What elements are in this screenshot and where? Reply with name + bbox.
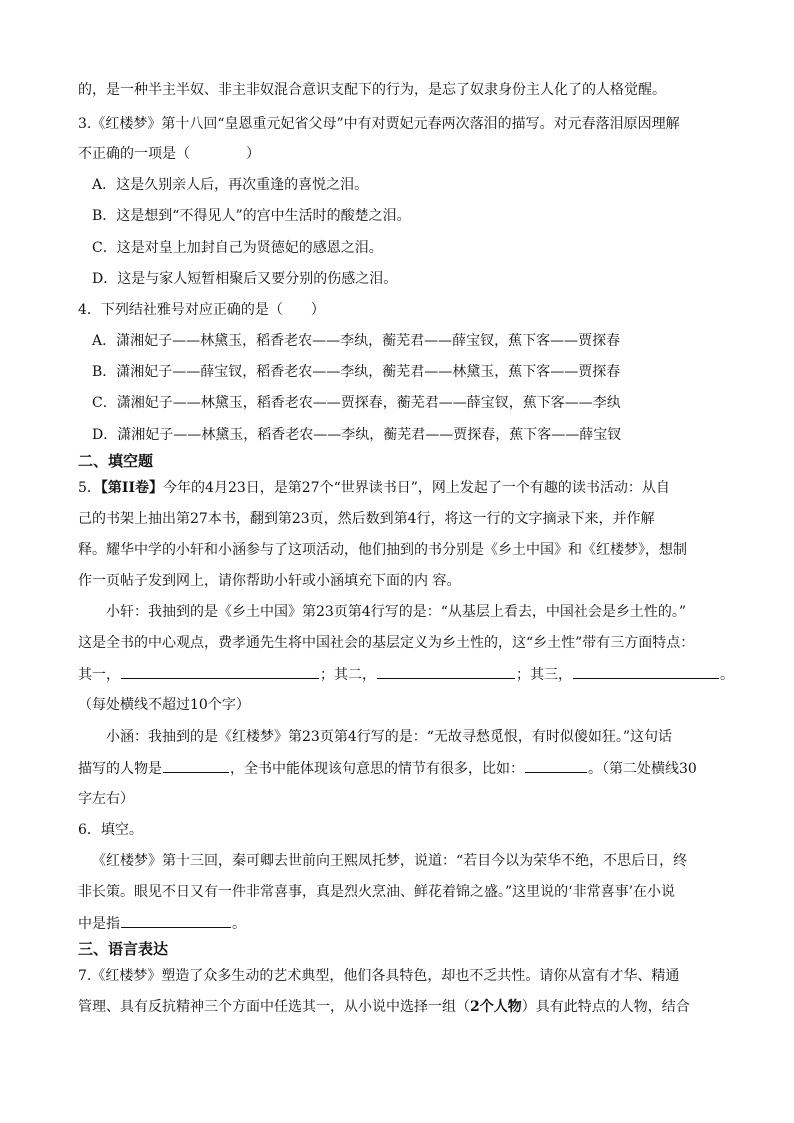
q4-option-c: C．潇湘妃子——林黛玉，稻香老农——贾探春，蘅芜君——薛宝钗，蕉下客——李纨 bbox=[92, 395, 621, 411]
blank2-label: ；其二， bbox=[320, 667, 376, 683]
trait-blank-1[interactable] bbox=[121, 664, 319, 679]
xiaohan-mid: ，全书中能体现该句意思的情节有很多，比如： bbox=[230, 761, 524, 777]
section-language-heading: 三、语言表达 bbox=[78, 940, 169, 958]
xiaoxuan-line1: 小轩：我抽到的是《乡土中国》第23页第4行写的是：“从基层上看去，中国社会是乡土性的。” bbox=[106, 604, 687, 620]
q6-line2: 非长策。眼见不日又有一件非常喜事，真是烈火烹油、鲜花着锦之盛。”这里说的‘非常喜事’在小说 bbox=[78, 884, 676, 900]
q7-line2-post: ）具有此特点的人物，结合 bbox=[521, 999, 690, 1015]
xiaoxuan-line2: 这是全书的中心观点，费孝通先生将中国社会的基层定义为乡土性的，这“乡土性”带有三方面特点： bbox=[78, 635, 695, 651]
blank1-label: 其一， bbox=[78, 667, 120, 683]
blank3-label: ；其三， bbox=[516, 667, 572, 683]
q6-line3 bbox=[78, 913, 246, 934]
q7-line1: 7.《红楼梦》塑造了众多生动的艺术典型，他们各具特色，却也不乏共性。请你从富有才华、精通 bbox=[78, 968, 680, 984]
q7-line2-pre: 管理、具有反抗精神三个方面中任选其一，从小说中选择一组（ bbox=[78, 999, 470, 1015]
q6-line3-pre: 中是指 bbox=[78, 916, 120, 932]
q5-line2: 己的书架上抽出第27本书，翻到第23页，然后数到第4行，将这一行的文字摘录下来，并作解 bbox=[78, 511, 655, 527]
xiaohan-line3: 字左右） bbox=[78, 791, 134, 807]
q3-stem-line1: 3.《红楼梦》第十八回“皇恩重元妃省父母”中有对贾妃元春两次落泪的描写。对元春落泪原因理解 bbox=[78, 116, 680, 132]
q4-option-a: A．潇湘妃子——林黛玉，稻香老农——李纨，蘅芜君——薛宝钗，蕉下客——贾探春 bbox=[92, 333, 621, 349]
q3-option-b: B．这是想到“不得见人”的宫中生活时的酸楚之泪。 bbox=[92, 208, 411, 224]
q5-tag: 【第II卷】 bbox=[100, 480, 164, 496]
trait-blank-3[interactable] bbox=[573, 664, 719, 679]
section-fill-in-heading: 二、填空题 bbox=[78, 452, 154, 470]
intro-tail: 的，是一种半主半奴、非主非奴混合意识支配下的行为，是忘了奴隶身份主人化了的人格觉醒。 bbox=[78, 82, 666, 98]
xiaohan-line1: 小涵：我抽到的是《红楼梦》第23页第4行写的是：“无故寻愁觅恨，有时似傻如狂。”这句话 bbox=[106, 729, 673, 745]
xiaohan-line2 bbox=[78, 758, 697, 779]
q3-stem-line2: 不正确的一项是（ ） bbox=[78, 146, 260, 162]
q4-option-b: B．潇湘妃子——薛宝钗，稻香老农——李纨，蘅芜君——林黛玉，蕉下客——贾探春 bbox=[92, 364, 621, 380]
xiaoxuan-blanks-line bbox=[78, 664, 734, 685]
xiaohan-pre: 描写的人物是 bbox=[78, 761, 162, 777]
q6-heading: 6．填空。 bbox=[78, 822, 143, 838]
q5-line3: 释。耀华中学的小轩和小涵参与了这项活动，他们抽到的书分别是《乡土中国》和《红楼梦》，想制 bbox=[78, 542, 687, 558]
q3-option-d: D．这是与家人短暂相聚后又要分别的伤感之泪。 bbox=[92, 271, 398, 287]
q5-line1-text: 今年的4月23日，是第27个“世界读书日”，网上发起了一个有趣的读书活动：从自 bbox=[163, 480, 670, 496]
character-blank[interactable] bbox=[163, 758, 229, 773]
xiaohan-post: 。（第二处横线30 bbox=[588, 761, 697, 777]
q5-line1 bbox=[78, 478, 670, 498]
q3-option-a: A．这是久别亲人后，再次重逢的喜悦之泪。 bbox=[92, 177, 369, 193]
q5-number: 5． bbox=[78, 480, 101, 496]
q3-option-c: C．这是对皇上加封自己为贤德妃的感恩之泪。 bbox=[92, 240, 383, 256]
q7-line2 bbox=[78, 997, 690, 1017]
q5-line4: 作一页帖子发到网上，请你帮助小轩或小涵填充下面的内 容。 bbox=[78, 573, 461, 589]
plot-blank[interactable] bbox=[525, 758, 587, 773]
xiaoxuan-note: （每处横线不超过10个字） bbox=[78, 697, 250, 713]
trait-blank-2[interactable] bbox=[377, 664, 515, 679]
q6-line1: 《红楼梦》第十三回，秦可卿去世前向王熙凤托梦，说道：“若目今以为荣华不绝，不思后日，终 bbox=[92, 853, 688, 869]
q4-option-d: D．潇湘妃子——林黛玉，稻香老农——李纨，蘅芜君——贾探春，蕉下客——薛宝钗 bbox=[92, 427, 622, 443]
q7-line2-bold: 2个人物 bbox=[470, 999, 522, 1015]
q4-stem: 4．下列结社雅号对应正确的是（ ） bbox=[78, 302, 325, 318]
q6-line3-post: 。 bbox=[232, 916, 246, 932]
great-event-blank[interactable] bbox=[121, 913, 231, 928]
blank-end: 。 bbox=[720, 667, 734, 683]
